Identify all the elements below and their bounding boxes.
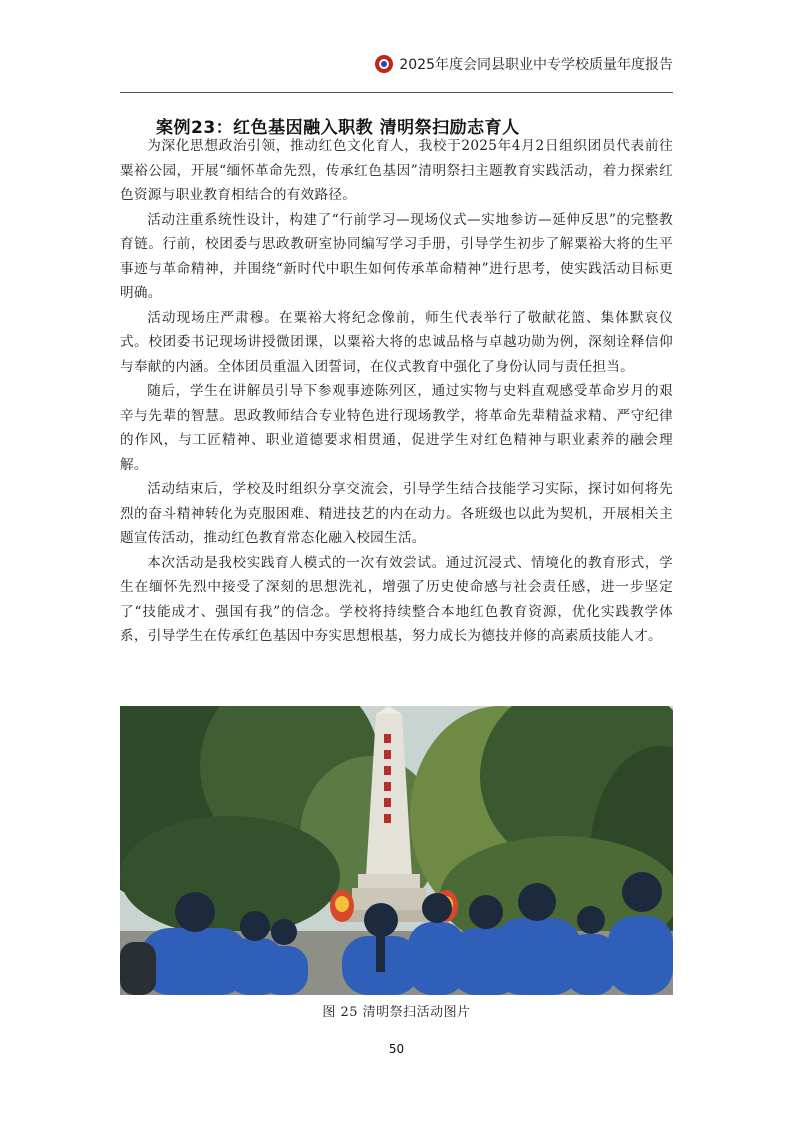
page-header — [120, 40, 673, 93]
photo-illustration — [120, 706, 673, 995]
paragraph-1: 为深化思想政治引领，推动红色文化育人，我校于2025年4月2日组织团员代表前往粟裕公园，开展“缅怀革命先烈，传承红色基因”清明祭扫主题教育实践活动，着力探索红色资源与职业教育相结合的有效路径。 — [120, 138, 673, 203]
paragraph-5: 活动结束后，学校及时组织分享交流会，引导学生结合技能学习实际，探讨如何将先烈的奋斗精神转化为克服困难、精进技艺的内在动力。各班级也以此为契机，开展相关主题宣传活动，推动红色教育常态化融入校园生活。 — [120, 481, 673, 546]
header-inner — [375, 54, 673, 74]
school-logo-icon — [375, 55, 393, 73]
paragraph-2: 活动注重系统性设计，构建了“行前学习—现场仪式—实地参访—延伸反思”的完整教育链。行前，校团委与思政教研室协同编写学习手册，引导学生初步了解粟裕大将的生平事迹与革命精神，并围绕“新时代中职生如何传承革命精神”进行思考，使实践活动目标更明确。 — [120, 211, 673, 301]
paragraph-6: 本次活动是我校实践育人模式的一次有效尝试。通过沉浸式、情境化的教育形式，学生在缅怀先烈中接受了深刻的思想洗礼，增强了历史使命感与社会责任感，进一步坚定了“技能成才、强国有我”的信念。学校将持续整合本地红色教育资源，优化实践教学体系，引导学生在传承红色基因中夯实思想根基，努力成长为德技并修的高素质技能人才。 — [120, 554, 673, 644]
paragraph-4: 随后，学生在讲解员引导下参观事迹陈列区，通过实物与史料直观感受革命岁月的艰辛与先辈的智慧。思政教师结合专业特色进行现场教学，将革命先辈精益求精、严守纪律的作风，与工匠精神、职业道德要求相贯通，促进学生对红色精神与职业素养的融会理解。 — [120, 383, 673, 473]
page-number: 50 — [388, 1042, 405, 1056]
memorial-ceremony-photo — [120, 706, 673, 995]
article-body — [120, 134, 673, 649]
figure-caption: 图 25 清明祭扫活动图片 — [322, 1005, 471, 1020]
header-title: 2025年度会同县职业中专学校质量年度报告 — [399, 57, 673, 73]
case-title: 案例23：红色基因融入职教 清明祭扫励志育人 — [156, 118, 520, 139]
paragraph-3: 活动现场庄严肃穆。在粟裕大将纪念像前，师生代表举行了敬献花篮、集体默哀仪式。校团委书记现场讲授微团课，以粟裕大将的忠诚品格与卓越功勋为例，深刻诠释信仰与奉献的内涵。全体团员重温入团誓词，在仪式教育中强化了身份认同与责任担当。 — [120, 309, 673, 375]
